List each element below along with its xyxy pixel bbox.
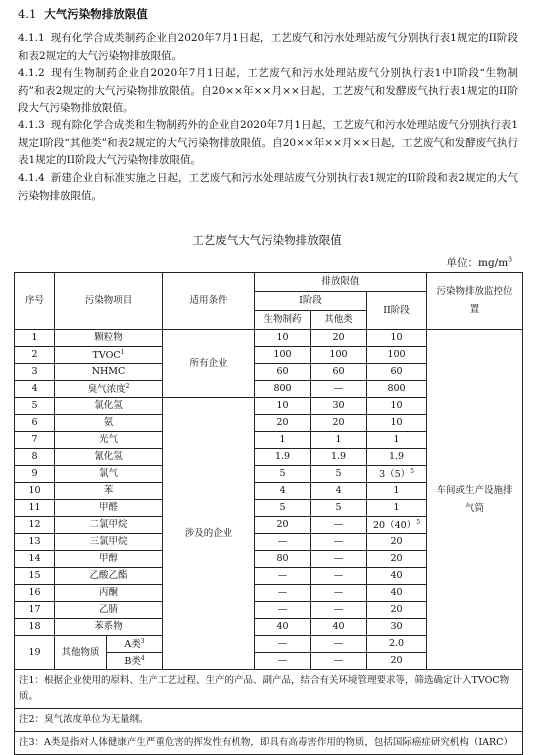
note-text: 注2：臭气浓度单位为无量纲。 [15,709,523,732]
paragraph-4-1-1: 4.1.1 现有化学合成类制药企业自2020年7月1日起，工艺废气和污水处理站废气分别执行表1规定的II阶段和表2规定的大气污染物排放限值。 [18,32,518,62]
value-bio: 4 [255,483,311,500]
row-pollutant: 乙酸乙酯 [55,568,163,585]
row-no: 10 [15,483,55,500]
condition-all: 所有企业 [163,330,255,398]
value-stage2: 1 [367,432,427,449]
row-no: 13 [15,534,55,551]
value-stage2: 40 [367,568,427,585]
row-pollutant: 氯气 [55,466,163,483]
row-no: 6 [15,415,55,432]
row-no: 15 [15,568,55,585]
value-bio: — [255,653,311,670]
row-pollutant: TVOC$^1$ [55,347,163,364]
emission-limits-table [14,272,523,755]
row-no: 16 [15,585,55,602]
row-pollutant: 氨 [55,415,163,432]
value-other: — [311,585,367,602]
value-stage2: 1 [367,500,427,517]
value-stage2: 20 [367,602,427,619]
unit-label: 单位：$mg/m^3$ [446,256,512,269]
row-no: 5 [15,398,55,415]
row-pollutant: 甲醇 [55,551,163,568]
row-no: 17 [15,602,55,619]
row-pollutant: 氯化氢 [55,398,163,415]
value-stage2: 60 [367,364,427,381]
value-other: — [311,602,367,619]
row-no: 2 [15,347,55,364]
row-no: 12 [15,517,55,534]
row-no: 9 [15,466,55,483]
row-subclass: B类$^4$ [107,653,163,670]
value-other: 30 [311,398,367,415]
header-limit: 排放限值 [255,273,427,292]
value-stage2: 10 [367,330,427,347]
value-bio: — [255,534,311,551]
value-bio: 80 [255,551,311,568]
value-other: 100 [311,347,367,364]
value-stage2: 1.9 [367,449,427,466]
value-bio: 20 [255,415,311,432]
value-bio: 5 [255,466,311,483]
location-cell: 车间或生产设施排气筒 [427,330,523,670]
header-stage1: I阶段 [255,292,367,311]
value-stage2: 40 [367,585,427,602]
value-stage2: 30 [367,619,427,636]
header-bio: 生物制药 [255,311,311,330]
value-other: 5 [311,466,367,483]
header-location: 污染物排放监控位置 [427,273,523,330]
row-pollutant: 臭气浓度$^2$ [55,381,163,398]
value-other: — [311,653,367,670]
row-no: 14 [15,551,55,568]
value-bio: 60 [255,364,311,381]
note-text: 注3：A类是指对人体健康产生严重危害的挥发性有机物，即具有高毒害作用的物质，包括国际癌症研究机构（IARC） [15,732,523,755]
condition-involved: 涉及的企业 [163,398,255,670]
row-pollutant: 苯系物 [55,619,163,636]
value-other: — [311,534,367,551]
value-bio: 20 [255,517,311,534]
row-no: 11 [15,500,55,517]
row-no: 18 [15,619,55,636]
row-pollutant: 甲醛 [55,500,163,517]
row-subclass: A类$^3$ [107,636,163,653]
row-no: 7 [15,432,55,449]
value-bio: 1.9 [255,449,311,466]
value-other: — [311,517,367,534]
value-bio: 800 [255,381,311,398]
paragraph-4-1-3: 4.1.3 现有除化学合成类和生物制药外的企业自2020年7月1日起，工艺废气和污水处理站废气分别执行表1规定I阶段“其他类”和表2规定的大气污染物排放限值。自20××年××月××日起，工艺废气和发酵废气执行表1规定的II阶段大气污染物排放限值。 [18,119,518,166]
header-pollutant: 污染物项目 [55,273,163,330]
row-pollutant: 其他物质 [55,636,107,670]
value-other: — [311,381,367,398]
value-other: 20 [311,330,367,347]
paragraph-4-1-4: 4.1.4 新建企业自标准实施之日起，工艺废气和污水处理站废气分别执行表1规定的II阶段和表2规定的大气污染物排放限值。 [18,172,518,202]
row-pollutant: 苯 [55,483,163,500]
value-stage2: $3(5)^5$ [367,466,427,483]
value-other: 20 [311,415,367,432]
row-pollutant: 三氯甲烷 [55,534,163,551]
value-other: 5 [311,500,367,517]
value-bio: 10 [255,398,311,415]
value-stage2: 100 [367,347,427,364]
value-bio: — [255,568,311,585]
value-bio: — [255,636,311,653]
value-bio: 40 [255,619,311,636]
paragraph-4-1-2: 4.1.2 现有生物制药企业自2020年7月1日起，工艺废气和污水处理站废气分别执行表1中I阶段“生物制药”和表2规定的大气污染物排放限值。自20××年××月××日起，工艺废气和发酵废气执行表1规定的II阶段大气污染物排放限值。 [18,67,518,114]
value-stage2: 800 [367,381,427,398]
row-pollutant: 丙酮 [55,585,163,602]
table-title: 工艺废气大气污染物排放限值 [192,233,342,247]
row-no: 19 [15,636,55,670]
value-bio: 10 [255,330,311,347]
value-bio: 100 [255,347,311,364]
value-other: — [311,551,367,568]
row-pollutant: 颗粒物 [55,330,163,347]
row-pollutant: 二氯甲烷 [55,517,163,534]
row-no: 1 [15,330,55,347]
table-note [15,670,523,709]
value-other: 4 [311,483,367,500]
value-stage2: 20 [367,534,427,551]
value-bio: — [255,602,311,619]
value-stage2: 20 [367,551,427,568]
row-no: 3 [15,364,55,381]
value-stage2: 10 [367,398,427,415]
value-bio: 5 [255,500,311,517]
row-pollutant: 乙腈 [55,602,163,619]
value-stage2: $20(40)^5$ [367,517,427,534]
row-pollutant: 氰化氢 [55,449,163,466]
header-condition: 适用条件 [163,273,255,330]
value-bio: — [255,585,311,602]
header-stage2: II阶段 [367,292,427,330]
value-other: — [311,568,367,585]
value-stage2: 2.0 [367,636,427,653]
table-note [15,709,523,732]
row-pollutant: 光气 [55,432,163,449]
table-row [15,330,523,347]
value-stage2: 10 [367,415,427,432]
table-note [15,732,523,755]
value-bio: 1 [255,432,311,449]
value-stage2: 1 [367,483,427,500]
section-title: 4.1 大气污染物排放限值 [18,7,148,21]
row-no: 8 [15,449,55,466]
row-pollutant: NHMC [55,364,163,381]
header-no: 序号 [15,273,55,330]
value-stage2: 20 [367,653,427,670]
header-other: 其他类 [311,311,367,330]
value-other: 40 [311,619,367,636]
value-other: 60 [311,364,367,381]
row-no: 4 [15,381,55,398]
value-other: 1.9 [311,449,367,466]
value-other: 1 [311,432,367,449]
note-text: 注1：根据企业使用的原料、生产工艺过程、生产的产品、副产品，结合有关环境管理要求等，筛选确定计入TVOC物质。 [15,670,523,709]
value-other: — [311,636,367,653]
